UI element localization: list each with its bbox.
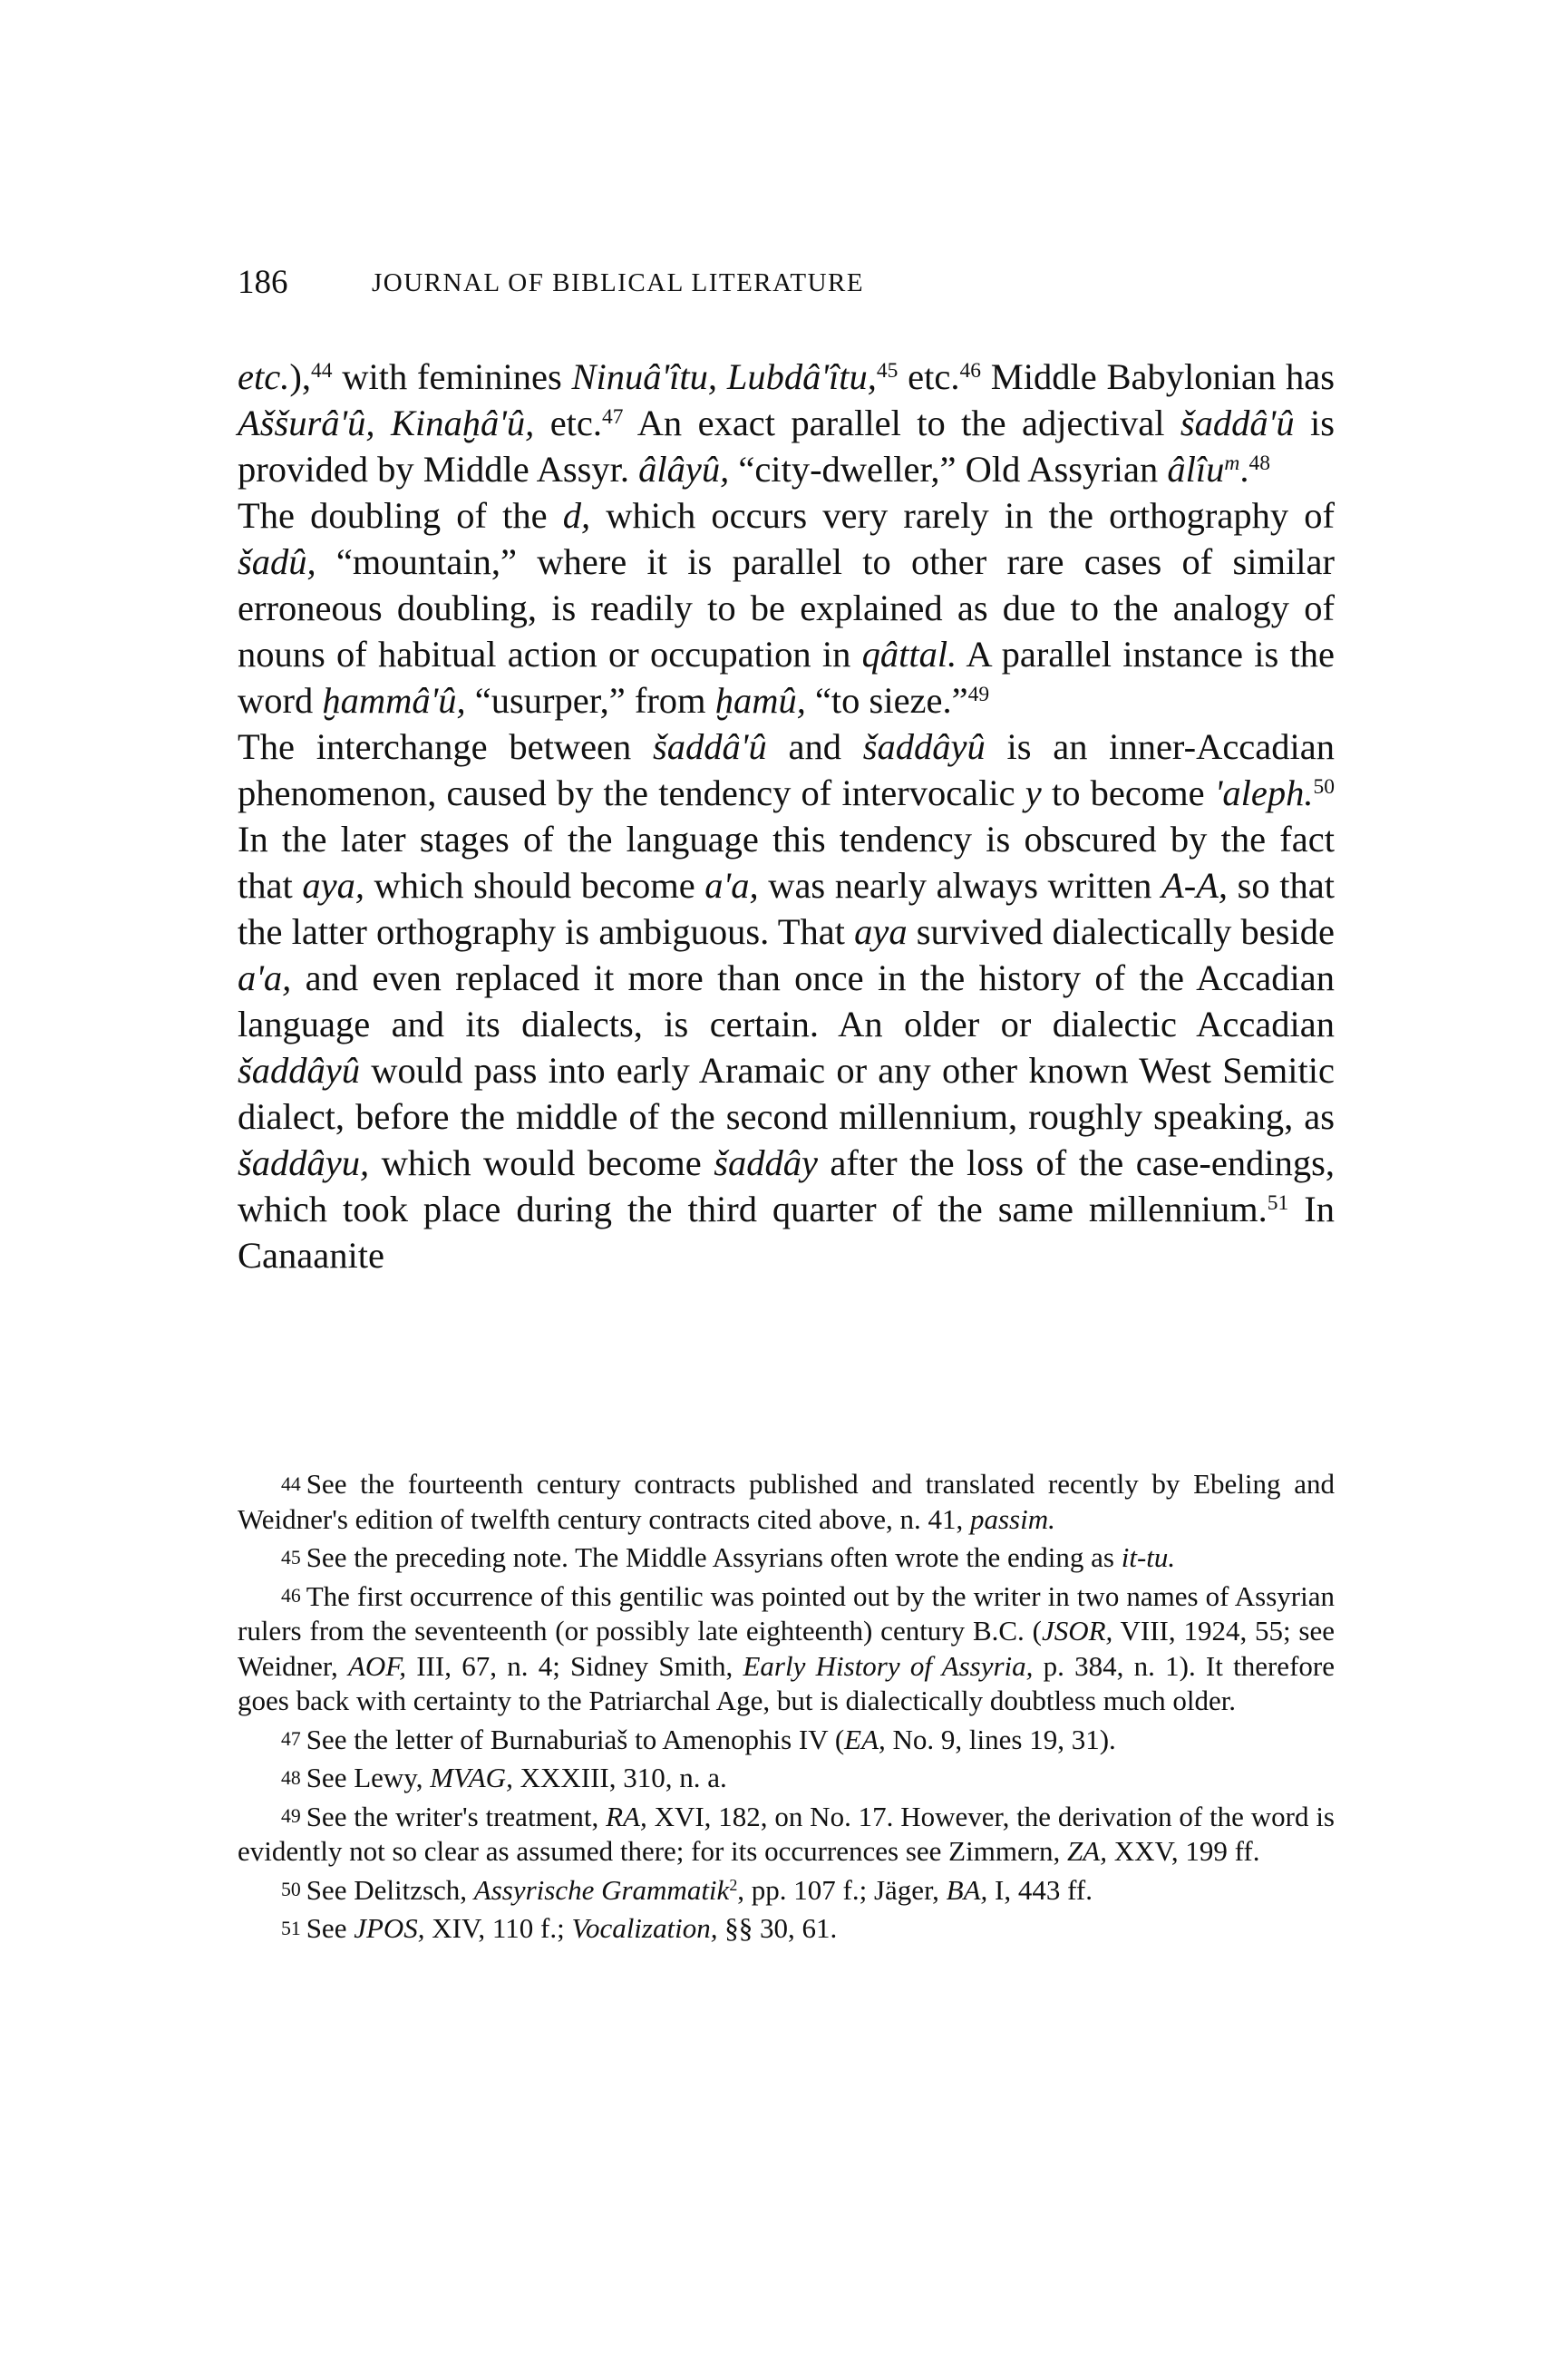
text-run: p. 384, n. 1). It therefore goes back with certainty to the Patriarchal Age, but is dialectically doubtless much older. <box>238 1649 1335 1716</box>
italic-term: šaddây <box>714 1142 818 1183</box>
text-run: The doubling of the <box>238 495 563 536</box>
text-run: See <box>306 1912 355 1944</box>
italic-term: šaddâ'û <box>1180 403 1295 443</box>
italic-term: A-A, <box>1161 865 1229 906</box>
footnote-number: 46 <box>281 1585 301 1608</box>
text-run: and even replaced it more than once in the history of the Accadian language and its dialects, is certain. An older or dialectic Accadian <box>238 957 1335 1044</box>
text-run: The interchange between <box>238 726 654 767</box>
text-run: . <box>1239 449 1249 490</box>
text-run: See the letter of Burnaburiaš to Amenophis IV ( <box>306 1723 845 1755</box>
italic-term: ZA, <box>1067 1835 1107 1867</box>
text-run: with feminines <box>332 356 572 397</box>
text-run: See Lewy, <box>306 1762 431 1793</box>
text-run: A parallel instance is the word <box>238 634 1335 721</box>
text-run: Middle Babylonian has <box>980 356 1335 397</box>
text-run: “city-dweller,” Old Assyrian <box>729 449 1168 490</box>
footnote-number: 51 <box>281 1917 301 1939</box>
text-run: See the fourteenth century contracts published and translated recently by Ebeling and Weidner's edition of twelfth century contracts cited above, n. 41, <box>238 1468 1335 1535</box>
italic-term: a'a, <box>704 865 759 906</box>
note-reference: 44 <box>310 359 333 384</box>
footnote <box>238 1467 1335 1537</box>
text-run: which occurs very rarely in the orthography of <box>590 495 1336 536</box>
italic-term: ḫamû, <box>714 680 806 721</box>
page-header <box>238 263 1344 317</box>
text-run: See Delitzsch, <box>306 1873 474 1906</box>
footnote <box>238 1579 1335 1719</box>
note-reference: 50 <box>1313 775 1335 800</box>
page-number: 186 <box>238 264 288 301</box>
text-run: §§ 30, 61. <box>717 1912 838 1944</box>
text-run: “mountain,” where it is parallel to other rare cases of similar erroneous doubling, is readily to be explained as due to the analogy of nouns of habitual action or occupation in <box>238 541 1335 675</box>
text-run: I, 443 ff. <box>987 1873 1093 1906</box>
footnote <box>238 1873 1335 1909</box>
text-run: XVI, 182, on No. 17. However, the derivation of the word is evidently not so clear as assumed there; for its occurrences see Zimmern, <box>238 1800 1335 1867</box>
italic-term: Ninuâ'îtu, Lubdâ'îtu, <box>571 356 877 397</box>
italic-term: šaddâ'û <box>653 726 767 767</box>
footnote-number: 45 <box>281 1546 301 1569</box>
text-run: III, 67, n. 4; Sidney Smith, <box>406 1649 743 1682</box>
text-run: would pass into early Aramaic or any other known West Semitic dialect, before the middle of the second millennium, roughly speaking, as <box>238 1050 1335 1137</box>
footnote <box>238 1540 1335 1576</box>
note-reference: 47 <box>602 405 624 430</box>
text-run: XXXIII, 310, n. a. <box>512 1762 727 1793</box>
italic-term: šadû, <box>238 541 316 582</box>
text-run: to become <box>1041 772 1215 813</box>
note-reference: 45 <box>876 359 899 384</box>
italic-term: ḫammâ'û, <box>322 680 466 721</box>
text-run: The first occurrence of this gentilic was pointed out by the writer in two names of Assyrian rulers from the seventeenth (or possibly late eighteenth) century B.C. ( <box>238 1579 1335 1647</box>
italic-term: BA, <box>946 1873 988 1906</box>
italic-term: Early History of Assyria, <box>743 1649 1034 1682</box>
text-run: , pp. 107 f.; Jäger, <box>737 1873 947 1906</box>
paragraph <box>238 492 1335 724</box>
text-run: See the writer's treatment, <box>306 1800 607 1832</box>
italic-term: AOF, <box>347 1649 406 1682</box>
note-reference: m <box>1224 452 1240 476</box>
text-run: etc. <box>534 403 603 443</box>
italic-term: šaddâyu, <box>238 1142 370 1183</box>
italic-term: y <box>1025 772 1042 813</box>
italic-term: it-tu. <box>1121 1541 1176 1573</box>
text-run: “to sieze.” <box>805 680 968 721</box>
italic-term: a'a, <box>238 957 292 998</box>
footnote-number: 49 <box>281 1805 301 1828</box>
italic-term: 'aleph. <box>1214 772 1314 813</box>
italic-term: Vocalization, <box>571 1912 718 1944</box>
text-run: is an inner-Accadian phenomenon, caused by the tendency of intervocalic <box>238 726 1335 813</box>
text-run: “usurper,” from <box>465 680 715 721</box>
italic-term: aya <box>854 911 908 952</box>
italic-term: qâttal. <box>861 634 957 675</box>
footnotes <box>238 1467 1335 1947</box>
text-run: XIV, 110 f.; <box>424 1912 572 1944</box>
paragraph <box>238 724 1335 1278</box>
note-reference: 48 <box>1248 452 1270 476</box>
footnote-number: 44 <box>281 1472 301 1495</box>
text-run: See the preceding note. The Middle Assyrians often wrote the ending as <box>306 1541 1122 1573</box>
text-run: which should become <box>364 865 705 906</box>
text-run: XXV, 199 ff. <box>1106 1835 1260 1867</box>
text-run: An exact parallel to the adjectival <box>623 403 1180 443</box>
text-run: after the loss of the case-endings, which took place during the third quarter of the same millennium. <box>238 1142 1336 1229</box>
italic-term: EA, <box>844 1723 886 1755</box>
footnote-number: 50 <box>281 1879 301 1901</box>
italic-term: šaddâyû <box>238 1050 360 1091</box>
italic-term: Aššurâ'û, Kinaḫâ'û, <box>238 403 535 443</box>
running-title: JOURNAL OF BIBLICAL LITERATURE <box>372 268 865 297</box>
italic-term: âlîu <box>1167 449 1225 490</box>
footnote <box>238 1911 1335 1947</box>
paragraph <box>238 354 1335 492</box>
italic-term: d, <box>562 495 591 536</box>
text-run: survived dialectically beside <box>907 911 1335 952</box>
text-run: and <box>766 726 863 767</box>
text-run: etc. <box>898 356 960 397</box>
italic-term: âlâyû, <box>638 449 730 490</box>
note-reference: 2 <box>729 1875 738 1894</box>
body-text <box>238 354 1335 1278</box>
italic-term: etc. <box>238 356 290 397</box>
text-run: VIII, 1924, 55; see Weidner, <box>238 1615 1336 1682</box>
italic-term: JPOS, <box>354 1912 425 1944</box>
text-run: In the later stages of the language this tendency is obscured by the fact that <box>238 819 1335 906</box>
italic-term: RA, <box>606 1800 647 1832</box>
italic-term: Assyrische Grammatik <box>473 1873 730 1906</box>
note-reference: 46 <box>959 359 981 384</box>
italic-term: JSOR, <box>1041 1615 1113 1647</box>
footnote-number: 48 <box>281 1766 301 1789</box>
note-reference: 49 <box>967 683 990 707</box>
text-run: is provided by Middle Assyr. <box>238 403 1335 490</box>
text-run: which would become <box>369 1142 714 1183</box>
italic-term: MVAG, <box>430 1762 513 1793</box>
footnote <box>238 1800 1335 1870</box>
text-run: was nearly always written <box>758 865 1161 906</box>
italic-term: aya, <box>302 865 364 906</box>
note-reference: 51 <box>1267 1191 1289 1216</box>
text-run: In Canaanite <box>238 1189 1335 1276</box>
italic-term: šaddâyû <box>862 726 986 767</box>
italic-term: passim. <box>969 1502 1055 1535</box>
footnote <box>238 1761 1335 1796</box>
footnote <box>238 1723 1335 1758</box>
text-run: No. 9, lines 19, 31). <box>885 1723 1116 1755</box>
text-run: ), <box>289 356 311 397</box>
text-run: so that the latter orthography is ambiguous. That <box>238 865 1336 952</box>
footnote-number: 47 <box>281 1728 301 1751</box>
